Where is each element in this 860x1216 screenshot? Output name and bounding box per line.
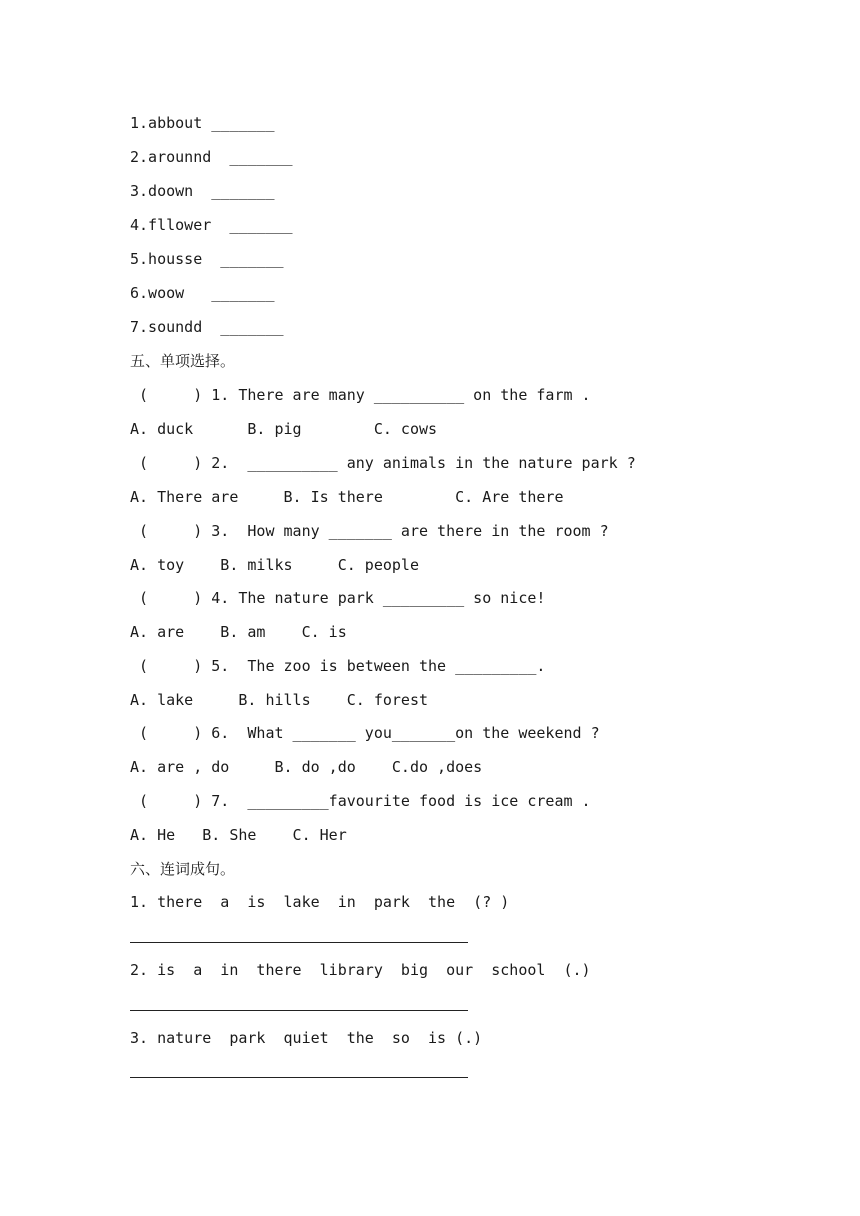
question-7: ( ) 7. _________favourite food is ice cream .: [130, 792, 591, 810]
answer-line-3[interactable]: [130, 1077, 468, 1078]
reorder-item-1: 1. there a is lake in park the (? ): [130, 893, 510, 911]
section6-heading: 六、连词成句。: [130, 860, 236, 878]
options-1: A. duck B. pig C. cows: [130, 420, 438, 438]
spelling-item-6: 6.woow _______: [130, 284, 275, 302]
answer-line-1[interactable]: [130, 942, 468, 943]
spelling-item-7: 7.soundd _______: [130, 318, 284, 336]
spelling-item-5: 5.housse _______: [130, 250, 284, 268]
question-4: ( ) 4. The nature park _________ so nice!: [130, 589, 546, 607]
options-4: A. are B. am C. is: [130, 623, 347, 641]
question-3: ( ) 3. How many _______ are there in the room ?: [130, 522, 609, 540]
question-2: ( ) 2. __________ any animals in the nature park ?: [130, 454, 636, 472]
spelling-item-3: 3.doown _______: [130, 182, 275, 200]
options-7: A. He B. She C. Her: [130, 826, 347, 844]
reorder-item-2: 2. is a in there library big our school (.): [130, 961, 591, 979]
reorder-item-3: 3. nature park quiet the so is (.): [130, 1029, 483, 1047]
question-1: ( ) 1. There are many __________ on the farm .: [130, 386, 591, 404]
spelling-item-4: 4.fllower _______: [130, 216, 293, 234]
options-5: A. lake B. hills C. forest: [130, 691, 429, 709]
options-3: A. toy B. milks C. people: [130, 556, 419, 574]
question-6: ( ) 6. What _______ you_______on the weekend ?: [130, 724, 600, 742]
options-2: A. There are B. Is there C. Are there: [130, 488, 564, 506]
answer-line-2[interactable]: [130, 1010, 468, 1011]
spelling-item-1: 1.abbout _______: [130, 114, 275, 132]
section5-heading: 五、单项选择。: [130, 352, 236, 370]
question-5: ( ) 5. The zoo is between the _________.: [130, 657, 546, 675]
options-6: A. are , do B. do ,do C.do ,does: [130, 758, 483, 776]
spelling-item-2: 2.arounnd _______: [130, 148, 293, 166]
